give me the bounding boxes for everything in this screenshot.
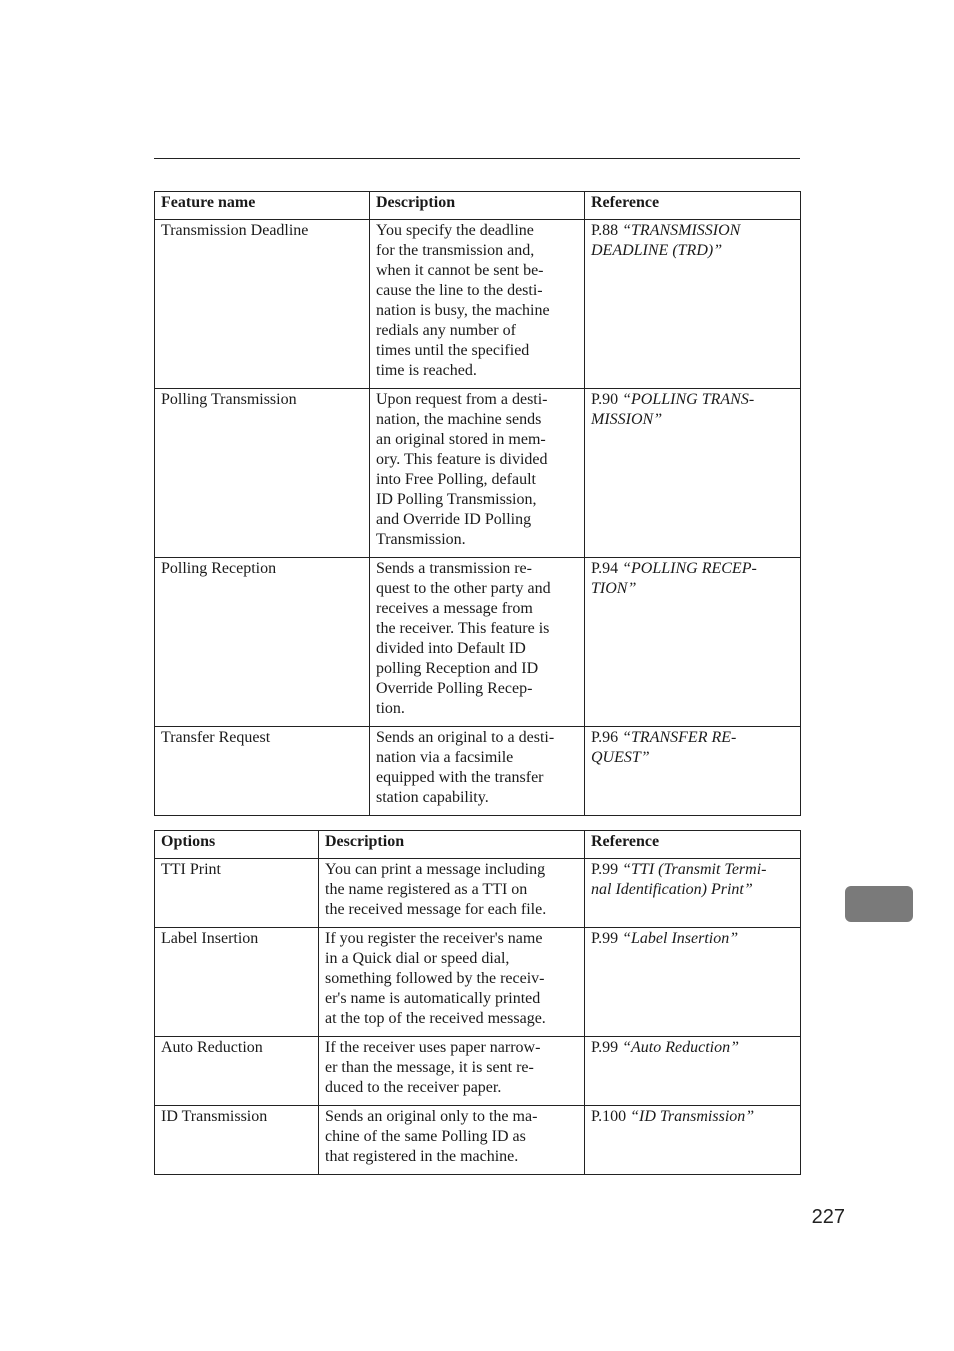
description-line: into Free Polling, default (376, 471, 536, 488)
description-line: in a Quick dial or speed dial, (325, 950, 510, 967)
description-line: Transmission. (376, 531, 466, 548)
table-row (155, 859, 801, 928)
reference-title: nal Identification) Print” (591, 881, 753, 898)
reference-page: P.96 (591, 729, 623, 746)
description-line: the received message for each file. (325, 901, 547, 918)
reference-page: P.99 (591, 1039, 623, 1056)
reference-page: P.90 (591, 391, 623, 408)
description-line: Sends an original only to the ma- (325, 1108, 538, 1125)
description-line: something followed by the receiv- (325, 970, 545, 987)
description-line: station capability. (376, 789, 489, 806)
feature-name-cell: Label Insertion (155, 928, 319, 1037)
header-rule (154, 158, 800, 159)
description-cell (319, 1037, 585, 1106)
reference-page: P.99 (591, 930, 623, 947)
description-line: receives a message from (376, 600, 533, 617)
description-line: duced to the receiver paper. (325, 1079, 502, 1096)
description-line: er's name is automatically printed (325, 990, 541, 1007)
reference-cell (585, 1037, 801, 1106)
description-line: times until the specified (376, 342, 530, 359)
reference-title: “TTI (Transmit Termi- (622, 861, 767, 878)
description-line: that registered in the machine. (325, 1148, 519, 1165)
description-cell (370, 220, 585, 389)
table-header-row (155, 192, 801, 220)
description-line: equipped with the transfer (376, 769, 544, 786)
feature-name-cell: Auto Reduction (155, 1037, 319, 1106)
description-line: when it cannot be sent be- (376, 262, 544, 279)
reference-title: TION” (591, 580, 637, 597)
table-row (155, 1037, 801, 1106)
reference-cell (585, 727, 801, 816)
description-line: cause the line to the desti- (376, 282, 543, 299)
page-number: 227 (811, 1206, 845, 1228)
description-line: ID Polling Transmission, (376, 491, 537, 508)
reference-cell (585, 1106, 801, 1175)
description-line: quest to the other party and (376, 580, 551, 597)
description-line: nation is busy, the machine (376, 302, 550, 319)
column-header-feature-name: Feature name (155, 192, 370, 220)
table-row (155, 928, 801, 1037)
description-line: an original stored in mem- (376, 431, 546, 448)
description-line: the receiver. This feature is (376, 620, 550, 637)
description-line: Sends a transmission re- (376, 560, 532, 577)
description-line: Upon request from a desti- (376, 391, 548, 408)
description-line: at the top of the received message. (325, 1010, 546, 1027)
description-cell (370, 389, 585, 558)
description-line: divided into Default ID (376, 640, 526, 657)
description-line: time is reached. (376, 362, 477, 379)
chapter-tab-marker (845, 886, 913, 922)
reference-page: P.99 (591, 861, 623, 878)
description-line: nation, the machine sends (376, 411, 542, 428)
reference-cell (585, 389, 801, 558)
description-line: and Override ID Polling (376, 511, 532, 528)
table-row (155, 727, 801, 816)
table-row (155, 558, 801, 727)
reference-cell (585, 558, 801, 727)
column-header-reference: Reference (585, 192, 801, 220)
feature-name-cell: Polling Reception (155, 558, 370, 727)
column-header-options: Options (155, 831, 319, 859)
reference-title: “TRANSFER RE- (622, 729, 737, 746)
reference-title: “Label Insertion” (622, 930, 739, 947)
reference-cell (585, 859, 801, 928)
description-line: If you register the receiver's name (325, 930, 543, 947)
reference-cell (585, 928, 801, 1037)
reference-cell (585, 220, 801, 389)
reference-page: P.94 (591, 560, 623, 577)
reference-page: P.100 (591, 1108, 631, 1125)
reference-title: QUEST” (591, 749, 650, 766)
table-row (155, 220, 801, 389)
description-line: chine of the same Polling ID as (325, 1128, 526, 1145)
reference-title: DEADLINE (TRD)” (591, 242, 723, 259)
column-header-description: Description (370, 192, 585, 220)
reference-title: “POLLING RECEP- (622, 560, 757, 577)
description-line: nation via a facsimile (376, 749, 514, 766)
feature-name-cell: Transmission Deadline (155, 220, 370, 389)
feature-name-cell: Transfer Request (155, 727, 370, 816)
reference-title: MISSION” (591, 411, 663, 428)
description-cell (319, 928, 585, 1037)
description-line: Override Polling Recep- (376, 680, 533, 697)
column-header-description: Description (319, 831, 585, 859)
reference-page: P.88 (591, 222, 623, 239)
description-line: If the receiver uses paper narrow- (325, 1039, 541, 1056)
description-line: the name registered as a TTI on (325, 881, 528, 898)
description-line: You can print a message including (325, 861, 546, 878)
reference-title: “ID Transmission” (630, 1108, 755, 1125)
description-cell (319, 1106, 585, 1175)
options-table (154, 830, 801, 1175)
table-header-row (155, 831, 801, 859)
description-line: You specify the deadline (376, 222, 534, 239)
column-header-reference: Reference (585, 831, 801, 859)
description-line: Sends an original to a desti- (376, 729, 555, 746)
description-cell (319, 859, 585, 928)
description-line: tion. (376, 700, 405, 717)
description-line: ory. This feature is divided (376, 451, 548, 468)
reference-title: “POLLING TRANS- (622, 391, 755, 408)
description-line: for the transmission and, (376, 242, 535, 259)
features-table (154, 191, 801, 816)
table-row (155, 1106, 801, 1175)
description-line: redials any number of (376, 322, 516, 339)
feature-name-cell: ID Transmission (155, 1106, 319, 1175)
description-cell (370, 727, 585, 816)
description-line: er than the message, it is sent re- (325, 1059, 534, 1076)
reference-title: “Auto Reduction” (622, 1039, 740, 1056)
reference-title: “TRANSMISSION (622, 222, 741, 239)
table-row (155, 389, 801, 558)
description-line: polling Reception and ID (376, 660, 539, 677)
description-cell (370, 558, 585, 727)
feature-name-cell: Polling Transmission (155, 389, 370, 558)
feature-name-cell: TTI Print (155, 859, 319, 928)
